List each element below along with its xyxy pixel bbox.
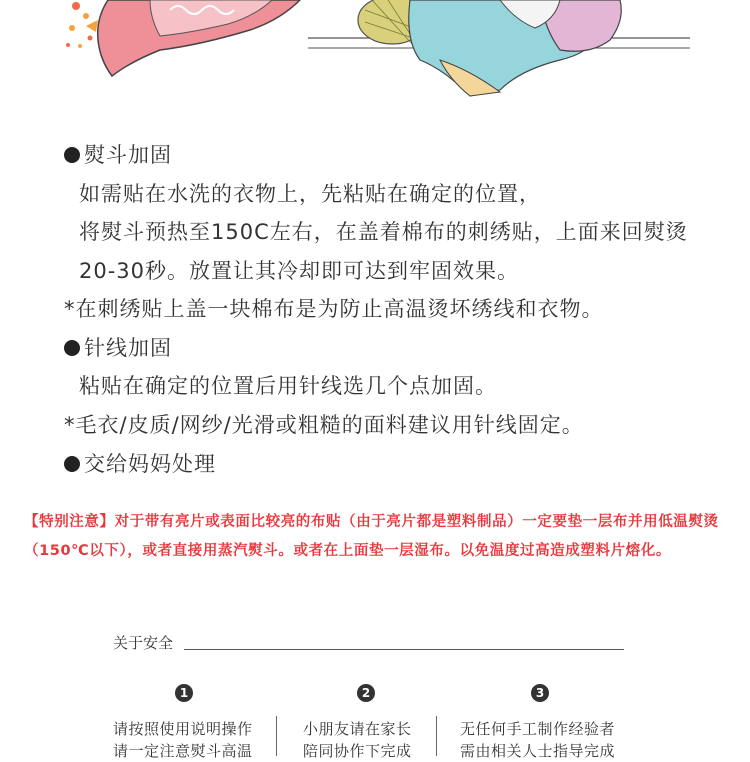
iron-heading-row bbox=[64, 139, 172, 169]
bullet-dot-icon bbox=[64, 456, 80, 472]
iron-line-3: 20-30秒。放置让其冷却即可达到牢固效果。 bbox=[79, 259, 520, 283]
embroidered-patch-illustration-icon bbox=[66, 0, 300, 76]
step-2-line-1: 小朋友请在家长 bbox=[303, 720, 412, 738]
step-3-number-badge: 3 bbox=[531, 684, 549, 702]
step-3-text bbox=[460, 718, 615, 762]
iron-heading: 熨斗加固 bbox=[84, 143, 172, 167]
iron-line-1: 如需贴在水洗的衣物上，先粘贴在确定的位置， bbox=[79, 182, 541, 206]
step-1-text bbox=[113, 718, 253, 762]
iron-note: *在刺绣贴上盖一块棉布是为防止高温烫坏绣线和衣物。 bbox=[64, 297, 604, 321]
bullet-dot-icon bbox=[64, 147, 80, 163]
sew-heading: 针线加固 bbox=[84, 336, 172, 360]
step-1-line-2: 请一定注意熨斗高温 bbox=[113, 742, 253, 760]
step-1-number-badge: 1 bbox=[175, 684, 193, 702]
sew-heading-row bbox=[64, 332, 172, 362]
bullet-dot-icon bbox=[64, 340, 80, 356]
step-3-line-1: 无任何手工制作经验者 bbox=[460, 720, 616, 738]
step-2-text bbox=[303, 718, 412, 762]
top-illustration bbox=[0, 0, 750, 100]
special-notice: 【特别注意】对于带有亮片或表面比较亮的布贴（由于亮片都是塑料制品）一定要垫一层布并用低温熨烫（150℃以下），或者直接用蒸汽熨斗。或者在上面垫一层湿布。以免温度过高造成塑料片熔化。 bbox=[24, 514, 719, 559]
sew-note: *毛衣/皮质/网纱/光滑或粗糙的面料建议用针线固定。 bbox=[64, 413, 584, 437]
step-1-line-1: 请按照使用说明操作 bbox=[113, 720, 253, 738]
iron-line-2: 将熨斗预热至150C左右，在盖着棉布的刺绣贴，上面来回熨烫 bbox=[79, 220, 688, 244]
step-3-line-2: 需由相关人士指导完成 bbox=[460, 742, 616, 760]
ironing-person-illustration-icon bbox=[308, 0, 690, 96]
safety-title-rule bbox=[184, 649, 624, 650]
step-2-line-2: 陪同协作下完成 bbox=[303, 742, 412, 760]
step-divider bbox=[436, 716, 437, 756]
step-divider bbox=[276, 716, 277, 756]
mom-heading-row bbox=[64, 448, 216, 478]
safety-title: 关于安全 bbox=[113, 634, 174, 652]
step-2-number-badge: 2 bbox=[357, 684, 375, 702]
mom-heading: 交给妈妈处理 bbox=[84, 452, 216, 476]
sew-line: 粘贴在确定的位置后用针线选几个点加固。 bbox=[79, 374, 497, 398]
